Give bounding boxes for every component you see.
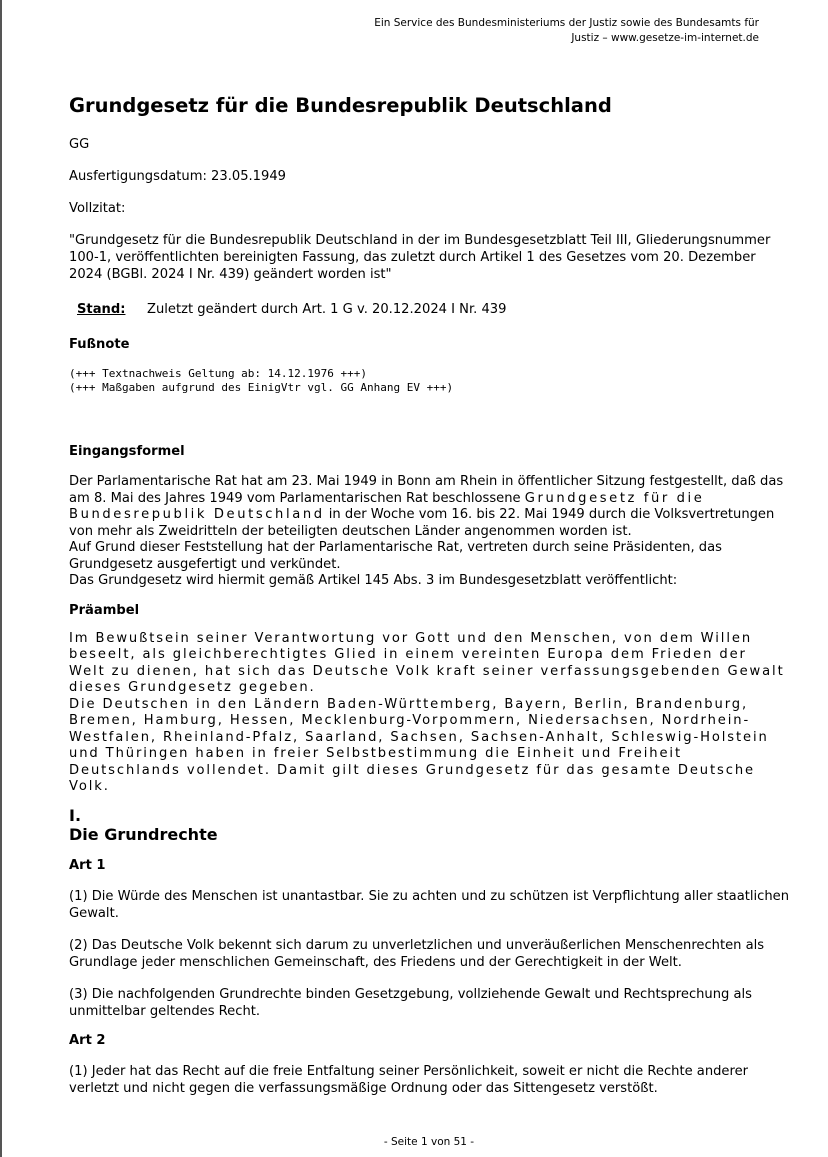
- document-body: [69, 92, 789, 1112]
- eingangsformel-part4: Das Grundgesetz wird hiermit gemäß Artikel 145 Abs. 3 im Bundesgesetzblatt veröffentlicht:: [69, 573, 678, 588]
- section-title: Die Grundrechte: [69, 824, 218, 844]
- document-title: Grundgesetz für die Bundesrepublik Deutschland: [69, 94, 612, 117]
- service-line-1: Ein Service des Bundesministeriums der Justiz sowie des Bundesamts für: [374, 17, 759, 29]
- article-2-heading: Art 2: [69, 1032, 106, 1048]
- eingangsformel-spaced-title: Grundgesetz für die Bundesrepublik Deutschland: [69, 490, 705, 522]
- eingangsformel-part1: Der Parlamentarische Rat hat am 23. Mai 1949 in Bonn am Rhein in öffentlicher Sitzung festgestellt, daß das am 8. Mai des Jahres 1949 vom Parlamentarischen Rat beschlossene: [69, 474, 784, 506]
- article-1-paragraph-2: (2) Das Deutsche Volk bekennt sich darum zu unverletzlichen und unveräußerlichen Menschenrechten als Grundlage jeder menschlichen Gemeinschaft, des Friedens und der Gerechtigkeit in der Welt.: [69, 937, 765, 970]
- eingangsformel-heading: Eingangsformel: [69, 444, 185, 459]
- vollzitat-label: Vollzitat:: [69, 201, 126, 216]
- article-2-paragraph-1: (1) Jeder hat das Recht auf die freie Entfaltung seiner Persönlichkeit, soweit er nicht die Rechte anderer verletzt und nicht gegen die verfassungsmäßige Ordnung oder das Sittengesetz verstößt.: [69, 1063, 749, 1096]
- article-1-paragraph-3: (3) Die nachfolgenden Grundrechte binden Gesetzgebung, vollziehende Gewalt und Rechtsprechung als unmittelbar geltendes Recht.: [69, 986, 752, 1019]
- eingangsformel-part3: Auf Grund dieser Feststellung hat der Parlamentarische Rat, vertreten durch seine Präsidenten, das Grundgesetz ausgefertigt und verkündet.: [69, 540, 722, 572]
- praeambel-text: [69, 631, 789, 796]
- fussnote-heading: Fußnote: [69, 337, 130, 352]
- praeambel-heading: Präambel: [69, 602, 140, 618]
- page-number: - Seite 1 von 51 -: [383, 1136, 475, 1148]
- fussnote-text: [69, 367, 789, 395]
- stand-label: Stand:: [77, 302, 126, 317]
- section-number: I.: [69, 805, 82, 825]
- abbreviation: GG: [69, 137, 90, 152]
- article-1-paragraph-1: (1) Die Würde des Menschen ist unantastbar. Sie zu achten und zu schützen ist Verpflichtung aller staatlichen Gewalt.: [69, 888, 789, 921]
- ausfertigungsdatum: Ausfertigungsdatum: 23.05.1949: [69, 169, 287, 184]
- stand-row: [69, 301, 789, 318]
- stand-text: Zuletzt geändert durch Art. 1 G v. 20.12.2024 I Nr. 439: [147, 302, 507, 317]
- fussnote-line-1: (+++ Textnachweis Geltung ab: 14.12.1976 +++): [69, 367, 368, 380]
- eingangsformel-part2: in der Woche vom 16. bis 22. Mai 1949 durch die Volksvertretungen von mehr als Zweidritteln der beteiligten deutschen Länder angenommen worden ist.: [69, 507, 775, 539]
- praeambel-para-1: Im Bewußtsein seiner Verantwortung vor Gott und den Menschen, von dem Willen beseelt, als gleichberechtigtes Glied in einem vereinten Europa dem Frieden der Welt zu dienen, hat sich das Deutsche Volk kraft seiner verfassungsgebenden Gewalt dieses Grundgesetz gegeben.: [69, 630, 785, 695]
- eingangsformel-text: [69, 474, 789, 590]
- praeambel-para-2: Die Deutschen in den Ländern Baden-Württemberg, Bayern, Berlin, Brandenburg, Bremen, Hamburg, Hessen, Mecklenburg-Vorpommern, Niedersachsen, Nordrhein-Westfalen, Rheinland-Pfalz, Saarland, Sachsen, Sachsen-Anhalt, Schleswig-Holstein und Thüringen haben in freier Selbstbestimmung die Einheit und Freiheit Deutschlands vollendet. Damit gilt dieses Grundgesetz für das gesamte Deutsche Volk.: [69, 696, 769, 794]
- vollzitat-text: "Grundgesetz für die Bundesrepublik Deutschland in der im Bundesgesetzblatt Teil III, Gliederungsnummer 100-1, veröffentlichten bereinigten Fassung, das zuletzt durch Artikel 1 des Gesetzes vom 20. Dezember 2024 (BGBl. 2024 I Nr. 439) geändert worden ist": [69, 233, 771, 282]
- page-border: [0, 0, 2, 1157]
- article-1-heading: Art 1: [69, 857, 106, 873]
- service-line-2: Justiz – www.gesetze-im-internet.de: [571, 32, 759, 44]
- service-header: [359, 16, 759, 46]
- fussnote-line-2: (+++ Maßgaben aufgrund des EinigVtr vgl. GG Anhang EV +++): [69, 381, 454, 394]
